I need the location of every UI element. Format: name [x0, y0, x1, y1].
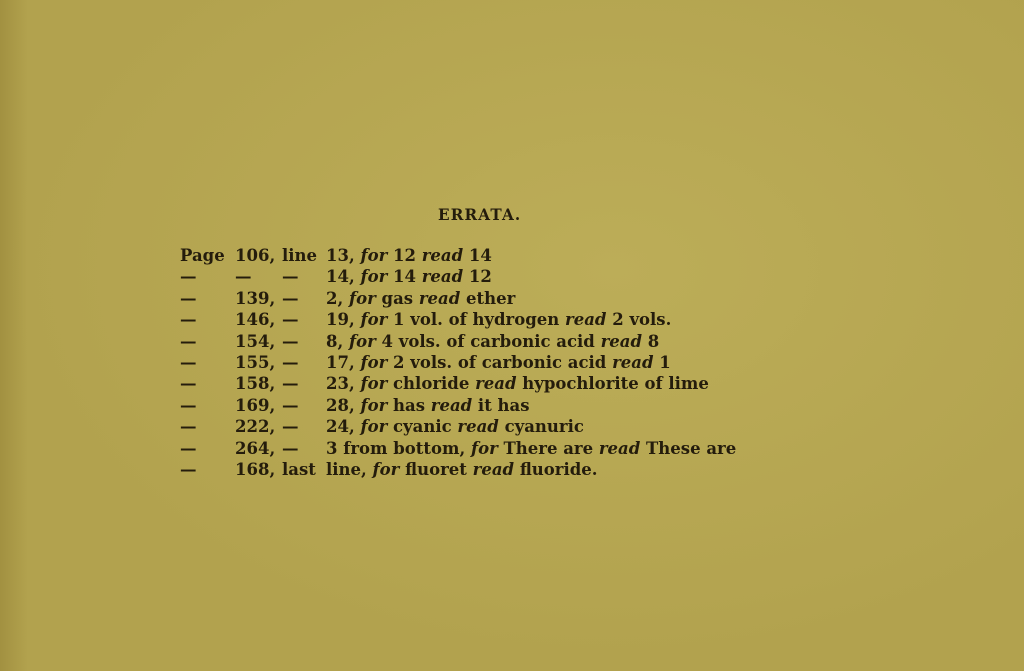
- errata-list: [180, 245, 820, 480]
- entry-page: 106,: [235, 246, 276, 265]
- read-keyword: read: [472, 459, 515, 479]
- errata-entry: [180, 352, 820, 373]
- entry-line-number: 28,: [326, 395, 355, 415]
- entry-prefix: —: [180, 395, 197, 415]
- for-keyword: for: [470, 438, 498, 458]
- entry-page: 264,: [235, 438, 276, 458]
- entry-prefix: —: [180, 352, 197, 372]
- entry-line-label: —: [282, 352, 299, 372]
- entry-line-label: —: [282, 331, 299, 351]
- entry-prefix: —: [180, 331, 197, 351]
- entry-correction: [326, 288, 515, 309]
- entry-page: 139,: [235, 288, 276, 308]
- entry-correction: [326, 373, 709, 394]
- entry-new-text: 12: [468, 267, 492, 287]
- for-keyword: for: [348, 331, 376, 351]
- for-keyword: for: [360, 395, 388, 415]
- entry-correction: [326, 416, 584, 437]
- entry-correction: [326, 459, 598, 480]
- read-keyword: read: [598, 438, 641, 458]
- errata-entry: [180, 309, 820, 330]
- for-keyword: for: [372, 459, 400, 479]
- read-keyword: read: [421, 267, 464, 287]
- entry-new-text: 8: [647, 331, 660, 351]
- entry-line-label: —: [282, 438, 299, 458]
- entry-correction: [326, 395, 530, 416]
- read-keyword: read: [600, 331, 642, 351]
- entry-old-text: 12: [393, 246, 416, 265]
- entry-page: —: [235, 267, 252, 287]
- entry-line-number: 3 from bottom,: [326, 438, 466, 458]
- errata-entry: [180, 416, 820, 437]
- entry-old-text: 14: [393, 267, 416, 287]
- entry-prefix: —: [180, 288, 197, 308]
- entry-new-text: 14: [468, 246, 492, 265]
- entry-correction: [326, 331, 659, 352]
- read-keyword: read: [430, 395, 473, 415]
- entry-new-text: These are: [646, 438, 737, 458]
- entry-page: 222,: [235, 417, 276, 437]
- entry-prefix: —: [180, 374, 197, 394]
- entry-page: 168,: [235, 459, 276, 479]
- read-keyword: read: [565, 310, 607, 330]
- entry-new-text: fluoride.: [519, 459, 598, 479]
- entry-new-text: 1: [659, 352, 671, 372]
- for-keyword: for: [360, 267, 388, 287]
- entry-line-number: 19,: [326, 310, 355, 330]
- entry-new-text: hypochlorite of lime: [522, 374, 709, 394]
- entry-page: 146,: [235, 310, 276, 330]
- read-keyword: read: [612, 352, 654, 372]
- entry-correction: [326, 352, 671, 373]
- read-keyword: read: [475, 374, 517, 394]
- errata-entry: [180, 245, 820, 266]
- entry-prefix: —: [180, 310, 197, 330]
- entry-page: 155,: [235, 352, 276, 372]
- read-keyword: read: [418, 288, 461, 308]
- entry-page: 169,: [235, 395, 276, 415]
- entry-prefix: —: [180, 438, 197, 458]
- entry-page: 158,: [235, 374, 276, 394]
- entry-prefix: —: [180, 417, 197, 437]
- entry-old-text: 4 vols. of carbonic acid: [381, 331, 595, 351]
- entry-line-number: 17,: [326, 352, 355, 372]
- entry-old-text: gas: [381, 288, 414, 308]
- errata-entry: [180, 331, 820, 352]
- entry-line-label: —: [282, 374, 299, 394]
- entry-prefix: —: [180, 459, 197, 479]
- for-keyword: for: [360, 417, 388, 437]
- entry-correction: [326, 245, 492, 266]
- entry-prefix: —: [180, 267, 197, 287]
- entry-old-text: 2 vols. of carbonic acid: [393, 352, 607, 372]
- read-keyword: read: [457, 417, 499, 437]
- entry-line-number: 2,: [326, 288, 344, 308]
- errata-entry: [180, 373, 820, 394]
- page-title: ERRATA.: [438, 205, 522, 224]
- read-keyword: read: [421, 246, 464, 265]
- errata-entry: [180, 395, 820, 416]
- for-keyword: for: [360, 310, 388, 330]
- errata-entry: [180, 459, 820, 480]
- entry-correction: [326, 309, 671, 330]
- entry-new-text: it has: [477, 395, 530, 415]
- entry-line-number: line,: [326, 459, 367, 479]
- entry-correction: [326, 266, 492, 287]
- entry-old-text: chloride: [393, 374, 470, 394]
- entry-line-number: 8,: [326, 331, 344, 351]
- entry-old-text: cyanic: [393, 417, 452, 437]
- entry-new-text: 2 vols.: [612, 310, 672, 330]
- entry-line-label: —: [282, 267, 299, 287]
- entry-line-label: —: [282, 417, 299, 437]
- entry-new-text: cyanuric: [504, 417, 584, 437]
- entry-old-text: fluoret: [405, 459, 467, 479]
- entry-line-number: 24,: [326, 417, 355, 437]
- entry-line-number: 14,: [326, 267, 355, 287]
- errata-entry: [180, 266, 820, 287]
- entry-line-label: —: [282, 288, 299, 308]
- entry-old-text: has: [393, 395, 425, 415]
- entry-line-label: line: [282, 246, 318, 265]
- entry-line-number: 13,: [326, 246, 355, 265]
- errata-entry: [180, 438, 820, 459]
- for-keyword: for: [360, 352, 388, 372]
- entry-line-number: 23,: [326, 374, 355, 394]
- entry-line-label: —: [282, 395, 299, 415]
- errata-entry: [180, 288, 820, 309]
- for-keyword: for: [348, 288, 376, 308]
- for-keyword: for: [360, 246, 388, 265]
- entry-new-text: ether: [465, 288, 516, 308]
- entry-old-text: 1 vol. of hydrogen: [393, 310, 560, 330]
- entry-page: 154,: [235, 331, 276, 351]
- for-keyword: for: [360, 374, 388, 394]
- entry-line-label: last: [282, 459, 316, 479]
- entry-old-text: There are: [503, 438, 594, 458]
- entry-prefix: Page: [180, 246, 225, 265]
- entry-line-label: —: [282, 310, 299, 330]
- entry-correction: [326, 438, 736, 459]
